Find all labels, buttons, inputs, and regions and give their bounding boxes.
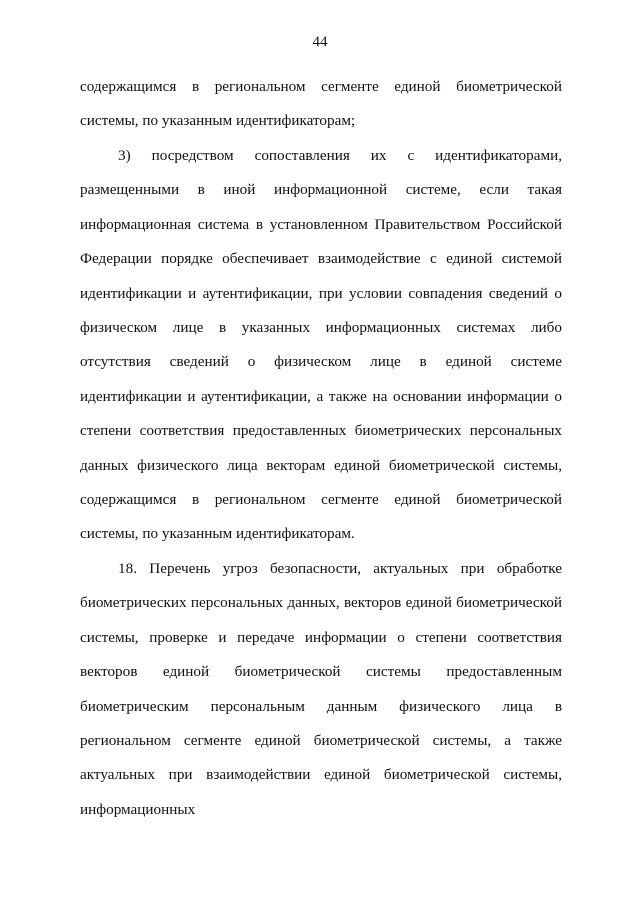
- paragraph-item-3: [80, 139, 562, 552]
- paragraph-3-text: 18. Перечень угроз безопасности, актуальных при обработке биометрических персональных данных, векторов единой биометрической системы, проверке и передаче информации о степени соответствия векторов единой биометрической системы предоставленным биометрическим персональным данным физического лица в региональном сегменте единой биометрической системы, а также актуальных при взаимодействии единой биометрической системы, информационных: [80, 560, 562, 818]
- paragraph-1-text: содержащимся в региональном сегменте единой биометрической системы, по указанным идентификаторам;: [80, 78, 562, 130]
- paragraph-item-18: [80, 552, 562, 827]
- paragraph-continuation: [80, 70, 562, 139]
- paragraph-2-text: 3) посредством сопоставления их с идентификаторами, размещенными в иной информационной системе, если такая информационная система в установленном Правительством Российской Федерации порядке обеспечивает взаимодействие с единой системой идентификации и аутентификации, при условии совпадения сведений о физическом лице в указанных информационных системах либо отсутствия сведений о физическом лице в единой системе идентификации и аутентификации, а также на основании информации о степени соответствия предоставленных биометрических персональных данных физического лица векторам единой биометрической системы, содержащимся в региональном сегменте единой биометрической системы, по указанным идентификаторам.: [80, 147, 562, 543]
- page-number: 44: [312, 34, 328, 50]
